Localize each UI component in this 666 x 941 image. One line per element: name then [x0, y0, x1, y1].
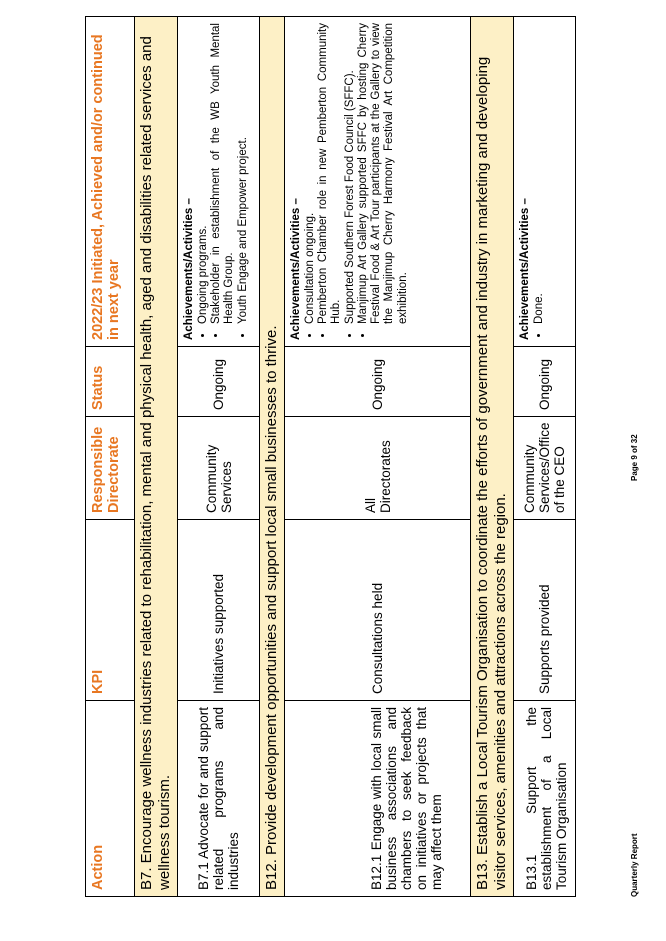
footer-report-label: Quarterly Report: [630, 833, 639, 897]
achievement-item: • Youth Engage and Empower project.: [237, 23, 250, 324]
table-row-b12-1: [285, 17, 471, 897]
section-b13: B13. Establish a Local Tourism Organisation to coordinate the efforts of government and industry in marketing and developing visitor services, amenities and attractions across the region.: [471, 17, 514, 897]
strategy-table: [85, 16, 576, 897]
responsible-b12-1: All Directorates: [285, 417, 471, 520]
section-row-b13: [471, 17, 514, 897]
kpi-b13-1: Supports provided: [514, 520, 576, 701]
header-action: Action: [86, 701, 135, 897]
achievement-item: • Ongoing programs.: [197, 23, 210, 324]
header-status: Status: [86, 347, 135, 417]
section-row-b12: [260, 17, 285, 897]
section-b12: B12. Provide development opportunities and support local small businesses to thrive.: [260, 17, 285, 897]
achievements-title-b13-1: Achievements/Activities –: [519, 198, 531, 340]
responsible-b7-1: Community Services: [178, 417, 260, 520]
achievement-item: • Stakeholder in establishment of the WB Youth Mental Health Group.: [210, 23, 236, 324]
achievements-list-b12-1: [304, 23, 410, 340]
achievements-title-b12-1: Achievements/Activities –: [290, 198, 302, 340]
achievements-b7-1: [178, 17, 260, 347]
status-b7-1: Ongoing: [178, 347, 260, 417]
achievements-title-b7-1: Achievements/Activities –: [183, 198, 195, 340]
action-b12-1: B12.1 Engage with local small business associations and chambers to seek feedback on initiatives or projects that may affect them: [285, 701, 471, 897]
table-row-b7-1: [178, 17, 260, 897]
status-b12-1: Ongoing: [285, 347, 471, 417]
action-b13-1: B13.1 Support the establishment of a Local Tourism Organisation: [514, 701, 576, 897]
achievements-list-b7-1: [197, 23, 250, 340]
achievements-list-b13-1: [533, 23, 546, 340]
achievement-item: • Manjimup Art Gallery supported SFFC by hosting Cherry Festival Food & Art Tour participants at the Gallery to view the Manjimup Cherry Harmony Festival Art Competition exhibition.: [357, 23, 410, 324]
table-row-b13-1: [514, 17, 576, 897]
achievement-item: • Done.: [533, 23, 546, 324]
responsible-b13-1: Community Services/Office of the CEO: [514, 417, 576, 520]
achievement-item: • Consultation ongoing.: [304, 23, 317, 324]
kpi-b7-1: Initiatives supported: [178, 520, 260, 701]
footer-page-number: Page 9 of 32: [630, 434, 639, 481]
header-achieved: 2022/23 Initiated, Achieved and/or continued in next year: [86, 17, 135, 347]
kpi-b12-1: Consultations held: [285, 520, 471, 701]
section-row-b7: [135, 17, 178, 897]
achievements-b12-1: [285, 17, 471, 347]
status-b13-1: Ongoing: [514, 347, 576, 417]
header-row: [86, 17, 135, 897]
achievements-b13-1: [514, 17, 576, 347]
header-responsible: Responsible Directorate: [86, 417, 135, 520]
action-b7-1: B7.1 Advocate for and support related programs and industries: [178, 701, 260, 897]
header-kpi: KPI: [86, 520, 135, 701]
achievement-item: • Pemberton Chamber role in new Pemberton Community Hub.: [317, 23, 343, 324]
section-b7: B7. Encourage wellness industries related to rehabilitation, mental and physical health, aged and disabilities related services and wellness tourism.: [135, 17, 178, 897]
achievement-item: • Supported Southern Forest Food Council (SFFC).: [344, 23, 357, 324]
